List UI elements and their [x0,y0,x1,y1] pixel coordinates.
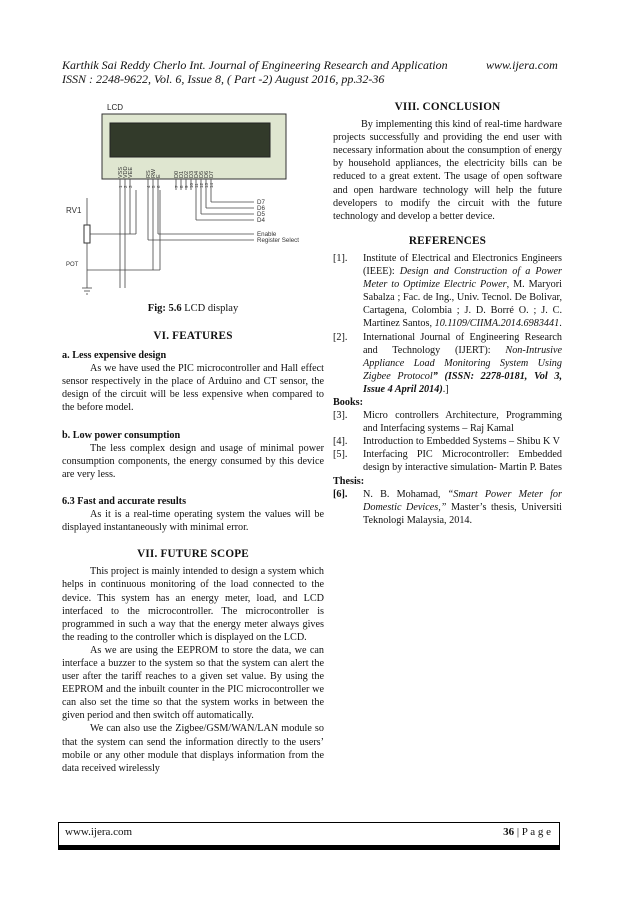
footer-site: www.ijera.com [65,826,133,838]
references-heading: REFERENCES [408,234,487,247]
reference-3: [3]. Micro controllers Architecture, Programming and Interfacing systems – Raj Kamal [333,410,562,435]
features-heading: VI. FEATURES [153,330,233,342]
reference-2: [2]. International Journal of Engineering Research and Technology (IJERT): Non-Intrusive Appliance Load Monitoring System Using Zigbee Protocol” (ISSN: 2278-0181, Vol 3, Issue 4 April 2014).] [333,331,563,395]
signal-label: D6 [257,205,265,212]
subheading-fast-accurate: 6.3 Fast and accurate results [62,495,187,507]
books-label: Books: [333,396,364,408]
rv1-label: RV1 [66,206,82,215]
page-number: 36 | P a g e [503,826,551,838]
figure-caption: Fig: 5.6 LCD display [147,303,239,314]
thesis-label: Thesis: [333,475,365,487]
subheading-low-power: b. Low power consumption [62,429,181,441]
pin-number: 4 [146,185,151,188]
pot-label: POT [66,262,79,268]
pin-number: 14 [209,182,214,188]
lcd-screen [110,123,270,157]
pin-number: 7 [174,185,179,188]
pin-label-d7: D7 [209,170,215,178]
pin-label-vdd: VDD [123,166,129,178]
pin-number: 10 [189,182,194,188]
signal-label: Register Select [257,237,299,244]
pin-label-d2: D2 [184,170,190,178]
reference-6: [6]. N. B. Mohamad, “Smart Power Meter for Domestic Devices,” Master’s thesis, Universiti Teknologi Malaysia, 2014. [333,488,562,526]
pin-label-d4: D4 [194,170,200,178]
pin-label-d0: D0 [174,170,180,178]
future-paragraph-3: We can also use the Zigbee/GSM/WAN/LAN module so that the system can send the information directly to the users’ mobile or any other module that displays information from the data received wirelessly [62,723,324,774]
pin-number: 12 [199,182,204,188]
header-site: www.ijera.com [486,58,558,72]
conclusion-heading: VIII. CONCLUSION [394,101,501,113]
signal-label: D5 [257,211,265,218]
journal-line: Karthik Sai Reddy Cherlo Int. Journal of Engineering Research and Application [62,58,448,72]
paragraph-fast-accurate: As it is a real-time operating system the values will be displayed instantaneously with minimal error. [62,509,324,534]
page-footer [58,822,560,850]
signal-label: D4 [257,217,265,224]
pin-number: 11 [194,183,199,188]
lcd-label: LCD [107,103,124,112]
left-column [62,324,324,775]
future-paragraph-2: As we are using the EEPROM to store the data, we can interface a buzzer to the system so that the system can alert the user after the tariff reaches to a given set value. By using the EEPROM and the inbuilt counter in the PIC microcontroller we can also set the time so that the system works in between the given period and then switch off automatically. [62,644,324,722]
reference-1: [1]. Institute of Electrical and Electronics Engineers (IEEE): Design and Construction of a Power Meter to Optimize Electric Power, M. Maryori Sabalza ; Fac. de Ing., Univ. Tecnol. De Bolivar, Cartagena, Colombia ; J. D. Borré O. ; J. C. Martinez Santos, 10.1109/CIIMA.2014.6983441. [333,252,562,330]
pin-label-rw: RW [151,168,157,178]
pin-label-d5: D5 [199,170,205,178]
pin-label-vss: VSS [118,166,124,178]
pin-label-d3: D3 [189,170,195,178]
rv1-resistor [84,225,90,243]
pin-number: 13 [204,182,209,188]
pin-number: 6 [156,185,161,188]
conclusion-paragraph: By implementing this kind of real-time hardware projects successfully and providing the end user with necessary information about the consumption of energy by household appliances, the electricity bills can be reduced to a great extent. The usage of open software and open hardware technology will help the future developers to modify the circuit with the future technology and develop a better device. [333,119,562,222]
running-header [62,58,572,86]
lcd-circuit-figure [62,98,324,300]
pin-label-rs: RS [146,170,152,178]
reference-4: [4]. Introduction to Embedded Systems – Shibu K V [333,436,561,448]
paragraph-low-power: The less complex design and usage of minimal power consumption components, the energy consumed by this device are very less. [62,442,324,480]
pin-number: 8 [179,185,184,188]
pin-label-vee: VEE [128,166,134,178]
issn-line: ISSN : 2248-9622, Vol. 6, Issue 8, ( Part -2) August 2016, pp.32-36 [62,72,385,86]
footer-bar [59,823,559,849]
pin-label-d1: D1 [179,170,185,178]
pin-number: 3 [128,185,133,188]
reference-5: [5]. Interfacing PIC Microcontroller: Embedded design by interactive simulation- Martin P. Bates [333,449,562,474]
future-paragraph-1: This project is mainly intended to design a system which helps in continuous monitoring of the load connected to the device. This system has an energy meter, load, and LCD interfaced to the microcontroller. The microcontroller is programmed in such a way that the energy meter always gives the reading to the controller which is displayed on the LCD. [62,566,324,643]
right-column [333,101,562,527]
pin-number: 9 [184,185,189,188]
pin-number: 5 [151,185,156,188]
pin-number: 1 [118,185,123,188]
signal-label: D7 [257,199,265,206]
signal-label: Enable [257,231,277,238]
pin-label-d6: D6 [204,170,210,178]
paragraph-less-expensive: As we have used the PIC microcontroller and Hall effect sensor respectively in the place of Arduino and CT sensor, the design of the circuit will be less expensive when compared to the before model. [62,363,324,414]
subheading-less-expensive: a. Less expensive design [62,350,167,362]
pin-label-e: E [156,174,162,178]
future-scope-heading: VII. FUTURE SCOPE [137,548,249,561]
pin-number: 2 [123,185,128,188]
